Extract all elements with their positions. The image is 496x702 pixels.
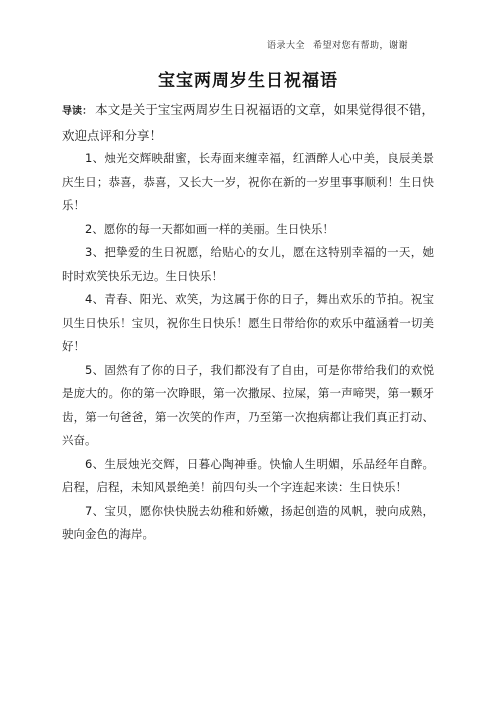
- intro-text: 本文是关于宝宝两周岁生日祝福语的文章，如果觉得很不错，欢迎点评和分享！: [62, 102, 434, 143]
- intro-paragraph: [62, 98, 434, 147]
- paragraph-5: 5、固然有了你的日子，我们都没有了自由，可是你带给我们的欢悦是庞大的。你的第一次睁眼，第一次撒尿、拉屎，第一声啼哭，第一颗牙齿，第一句爸爸，第一次笑的作声，乃至第一次抱病都让我们真正打动、兴奋。: [62, 362, 434, 447]
- header-right-text: 希望对您有帮助，谢谢: [312, 41, 408, 51]
- paragraph-1: 1、烛光交辉映甜蜜，长寿面来缠幸福，红酒醉人心中美，良辰美景庆生日；恭喜，恭喜，又长大一岁，祝你在新的一岁里事事顺利！生日快乐！: [62, 151, 434, 212]
- paragraph-6: 6、生辰烛光交辉，日暮心陶神垂。快愉人生明媚，乐品经年自醉。启程，启程，未知风景绝美！前四句头一个字连起来读：生日快乐！: [62, 456, 434, 494]
- paragraph-2: 2、愿你的每一天都如画一样的美丽。生日快乐！: [85, 221, 334, 236]
- page-header: [267, 38, 408, 51]
- document-title: 宝宝两周岁生日祝福语: [158, 71, 338, 91]
- paragraph-3: 3、把挚爱的生日祝愿，给贴心的女儿，愿在这特别幸福的一天，她时时欢笑快乐无边。生日快乐！: [62, 245, 434, 283]
- paragraph-7: 7、宝贝，愿你快快脱去幼稚和娇嫩，扬起创造的风帆，驶向成熟，驶向金色的海岸。: [62, 503, 434, 541]
- intro-label: 导读：: [62, 106, 93, 117]
- document-body: [62, 98, 434, 547]
- header-left-text: 语录大全: [266, 41, 305, 51]
- paragraph-4: 4、青春、阳光、欢笑，为这属于你的日子，舞出欢乐的节拍。祝宝贝生日快乐！宝贝，祝你生日快乐！愿生日带给你的欢乐中蕴涵着一切美好！: [62, 292, 434, 353]
